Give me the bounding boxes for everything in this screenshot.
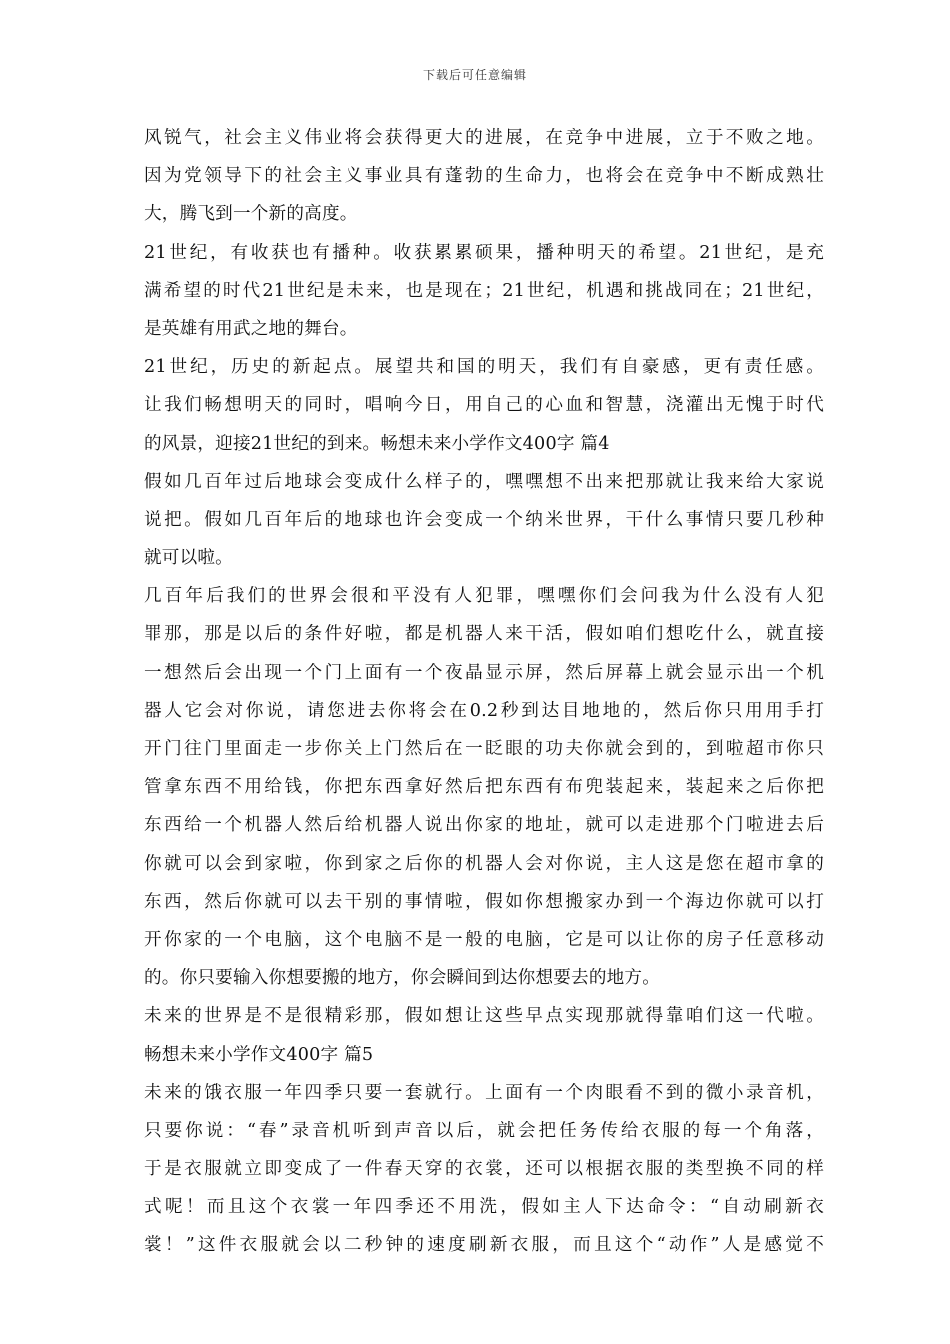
text-line: 几百年后我们的世界会很和平没有人犯罪，嘿嘿你们会问我为什么没有人犯 [144,586,824,607]
text-line: 管拿东西不用给钱，你把东西拿好然后把东西有布兜装起来，装起来之后你把 [144,777,824,798]
text-line: 东西，然后你就可以去干别的事情啦，假如你想搬家办到一个海边你就可以打 [144,891,824,912]
text-line: 是英雄有用武之地的舞台。 [144,318,358,339]
text-line: 的风景，迎接21世纪的到来。畅想未来小学作文400字 篇4 [144,433,610,454]
text-line: 器人它会对你说，请您进去你将会在0.2秒到达目地地的，然后你只用用手打 [144,700,824,721]
document-body [144,119,824,1265]
text-line: 大，腾飞到一个新的高度。 [144,204,358,225]
text-line: 因为党领导下的社会主义事业具有蓬勃的生命力，也将会在竞争中不断成熟壮 [144,166,824,187]
page-header: 下载后可任意编辑 [422,68,527,82]
text-line: 说把。假如几百年后的地球也许会变成一个纳米世界，干什么事情只要几秒种 [144,509,824,530]
text-line: 于是衣服就立即变成了一件春天穿的衣裳，还可以根据衣服的类型换不同的样 [144,1159,824,1180]
text-line: 畅想未来小学作文400字 篇5 [144,1044,374,1065]
text-line: 让我们畅想明天的同时，唱响今日，用自己的心血和智慧，浇灌出无愧于时代 [144,395,824,416]
text-line: 满希望的时代21世纪是未来，也是现在；21世纪，机遇和挑战同在；21世纪， [144,280,824,301]
text-line: 未来的饿衣服一年四季只要一套就行。上面有一个肉眼看不到的微小录音机， [144,1082,824,1103]
text-line: 只要你说：“春”录音机听到声音以后，就会把任务传给衣服的每一个角落， [144,1120,824,1141]
text-line: 一想然后会出现一个门上面有一个夜晶显示屏，然后屏幕上就会显示出一个机 [144,662,824,683]
text-line: 裳！”这件衣服就会以二秒钟的速度刷新衣服，而且这个“动作”人是感觉不 [144,1235,824,1256]
text-line: 东西给一个机器人然后给机器人说出你家的地址，就可以走进那个门啦进去后 [144,815,824,836]
text-line: 未来的世界是不是很精彩那，假如想让这些早点实现那就得靠咱们这一代啦。 [144,1006,824,1027]
text-line: 21世纪，有收获也有播种。收获累累硕果，播种明天的希望。21世纪，是充 [144,242,824,263]
text-line: 开你家的一个电脑，这个电脑不是一般的电脑，它是可以让你的房子任意移动 [144,929,824,950]
text-line: 开门往门里面走一步你关上门然后在一眨眼的功夫你就会到的，到啦超市你只 [144,739,824,759]
text-line: 你就可以会到家啦，你到家之后你的机器人会对你说，主人这是您在超市拿的 [144,853,824,874]
text-line: 式呢！而且这个衣裳一年四季还不用洗，假如主人下达命令：“自动刷新衣 [144,1197,824,1218]
text-line: 风锐气，社会主义伟业将会获得更大的进展，在竞争中进展，立于不败之地。 [144,128,824,148]
text-line: 罪那，那是以后的条件好啦，都是机器人来干活，假如咱们想吃什么，就直接 [144,624,824,645]
text-line: 就可以啦。 [144,548,233,569]
text-line: 21世纪，历史的新起点。展望共和国的明天，我们有自豪感，更有责任感。 [144,357,824,378]
text-line: 的。你只要输入你想要搬的地方，你会瞬间到达你想要去的地方。 [144,968,661,989]
text-line: 假如几百年过后地球会变成什么样子的，嘿嘿想不出来把那就让我来给大家说 [144,471,824,492]
